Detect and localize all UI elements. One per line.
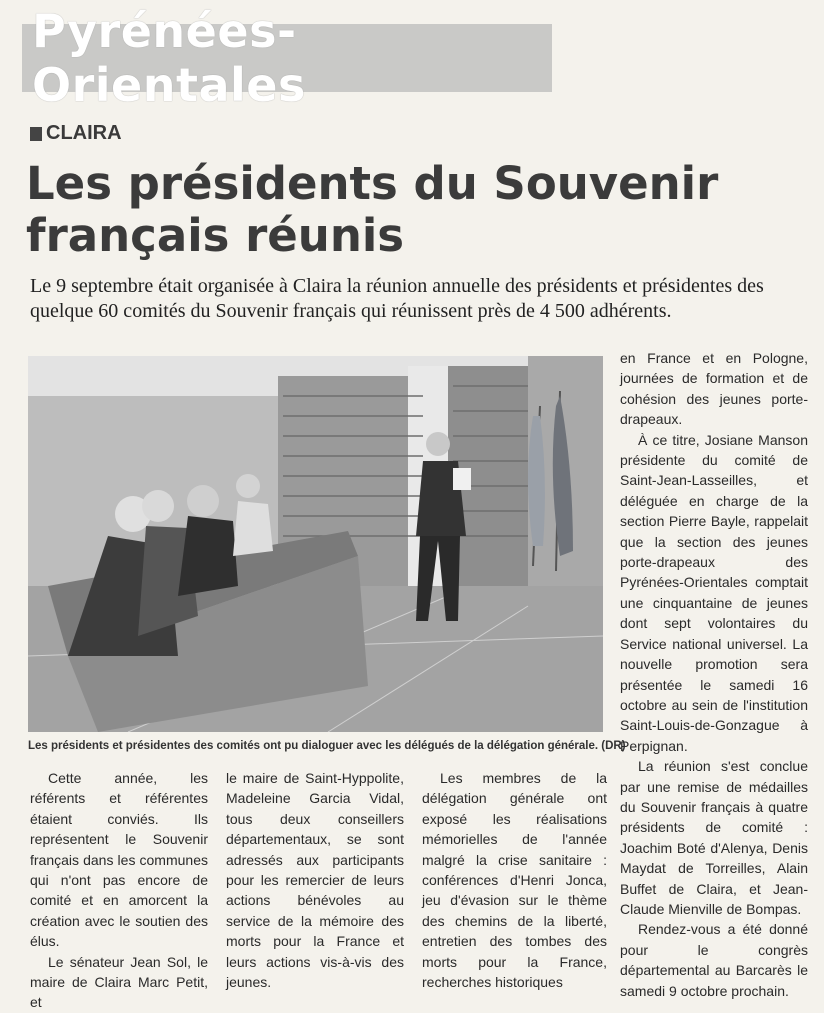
article-column-3 [422,768,607,992]
column-4-paragraph-2: À ce titre, Josiane Manson présidente du comité de Saint-Jean-Lasseilles, et déléguée en charge de la section Pierre Bayle, rappelait que la section des jeunes porte-drapeaux des Pyrénées-Orientales comptait une cinquantaine de jeunes dont sept volontaires du Service national universel. La nouvelle promotion sera présentée le samedi 16 octobre au sein de l'institution Saint-Louis-de-Gonzague à Perpignan. [620,431,808,754]
kicker [30,122,122,145]
section-title: Pyrénées-Orientales [32,4,306,112]
column-1-paragraph-1: Cette année, les référents et référentes étaient conviés. Ils représentent le Souvenir français dans les communes qui n'ont pas encore de comité et en amorcent la création avec le soutien des élus. [30,770,208,950]
column-4-paragraph-1: en France et en Pologne, journées de formation et de cohésion des jeunes porte-drapeaux. [620,350,808,428]
article-column-1 [30,768,208,1013]
kicker-label: CLAIRA [46,122,122,144]
column-3-paragraph-1: Les membres de la délégation générale ont exposé les réalisations mémorielles de l'année malgré la crise sanitaire : conférences d'Henri Jonca, jeu d'évasion sur le thème des chemins de la liberté, entretien des tombes des morts pour la France, recherches historiques [422,770,607,991]
kicker-square-icon [30,127,42,141]
column-4-paragraph-4: Rendez-vous a été donné pour le congrès départemental au Barcarès le samedi 9 octobre prochain. [620,921,808,999]
article-photo [28,356,603,732]
column-2-paragraph-1: le maire de Saint-Hyppolite, Madeleine Garcia Vidal, tous deux conseillers départementaux, se sont adressés aux participants pour les remercier de leurs actions bénévoles au service de la mémoire des morts pour la France et leurs actions vis-à-vis des jeunes. [226,770,404,991]
section-banner [22,4,552,112]
column-4-paragraph-3: La réunion s'est conclue par une remise de médailles du Souvenir français à quatre présidents de comité : Joachim Boté d'Alenya, Denis Maydat de Torreilles, Alain Buffet de Claira, et Jean-Claude Mienville de Bompas. [620,758,808,917]
photo-caption: Les présidents et présidentes des comités ont pu dialoguer avec les délégués de la délégation générale. (DR) [28,740,626,752]
meeting-photo-illustration [28,356,603,732]
column-1-paragraph-2: Le sénateur Jean Sol, le maire de Claira Marc Petit, et [30,953,208,1011]
article-lead: Le 9 septembre était organisée à Claira la réunion annuelle des présidents et présidentes des quelque 60 comités du Souvenir français qui réunissent près de 4 500 adhérents. [30,275,764,322]
article-headline: Les présidents du Souvenir français réunis [26,157,719,262]
article-column-2 [226,768,404,992]
article-column-4 [620,348,808,1001]
